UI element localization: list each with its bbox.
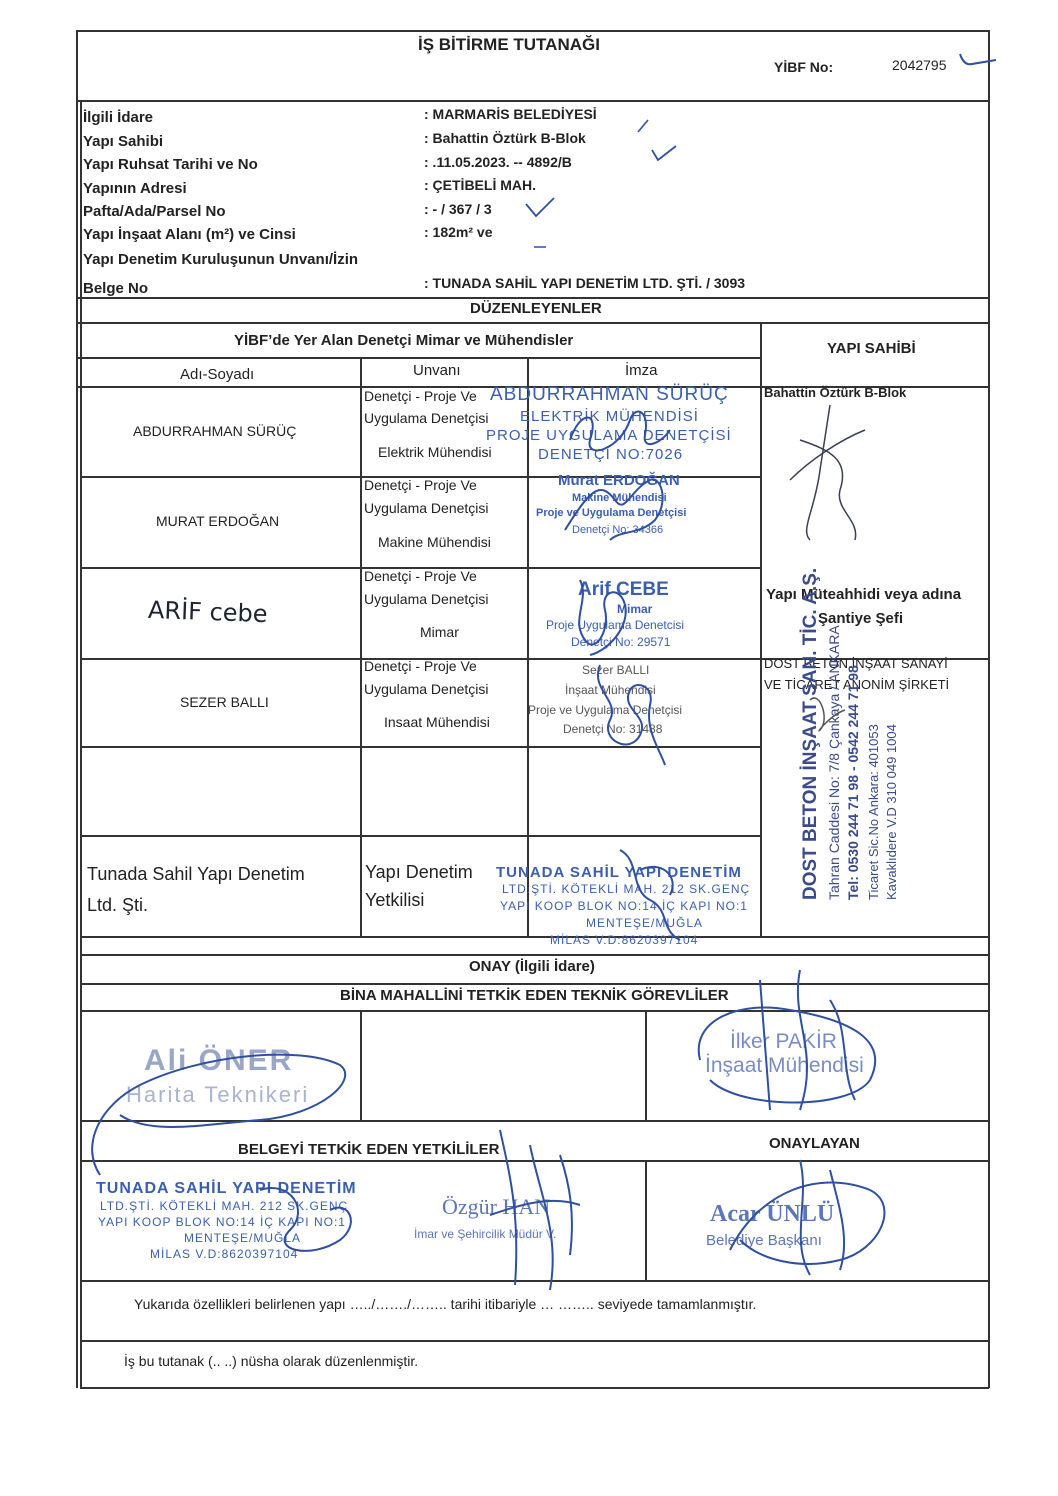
contractor-header: Yapı Müteahhidi veya adına [766, 586, 962, 603]
section-title-onay: ONAY (İlgili İdare) [469, 958, 595, 975]
inspector-title: Insaat Mühendisi [384, 714, 490, 730]
stamp-line: MENTEŞE/MUĞLA [184, 1231, 302, 1245]
stamp-line: İlker PAKİR [730, 1030, 837, 1053]
stamp-line: MENTEŞE/MUĞLA [586, 916, 704, 930]
inspector-title: Denetçi - Proje Ve [364, 658, 477, 674]
check-mark-icon [636, 118, 652, 134]
info-value: : ÇETİBELİ MAH. [424, 177, 536, 193]
info-label: İlgili İdare [83, 109, 154, 126]
dash-mark-icon [532, 244, 548, 250]
info-label: Yapı Sahibi [83, 133, 164, 150]
stamp-line: DENETÇİ NO:7026 [538, 446, 684, 463]
stamp-line: YAPI KOOP BLOK NO:14 İÇ KAPI NO:1 [500, 899, 748, 913]
stamp-line: TUNADA SAHİL YAPI DENETİM [96, 1180, 357, 1197]
stamp-line: Sezer BALLI [582, 663, 650, 677]
stamp-line: Mimar [617, 602, 653, 616]
stamp-line: PROJE UYGULAMA DENETÇİSİ [486, 427, 732, 444]
owner-name: Bahattin Öztürk B-Blok [764, 385, 907, 400]
section-title-duzenleyenler: DÜZENLEYENLER [470, 300, 602, 317]
stamp-line: ABDURRAHMAN SÜRÜÇ [490, 384, 729, 405]
info-value: : - / 367 / 3 [424, 201, 492, 217]
inspector-name: ABDURRAHMAN SÜRÜÇ [133, 423, 297, 439]
completion-statement: Yukarıda özellikleri belirlenen yapı …../……./…….. tarihi itibariyle … …….. seviyede tamamlanmıştır. [134, 1296, 757, 1312]
stamp-line: Denetçi No: 31488 [563, 722, 663, 736]
inspector-title: Denetçi - Proje Ve [364, 568, 477, 584]
section-title-onaylayan: ONAYLAYAN [769, 1135, 860, 1152]
stamp-line: MİLAS V.D:8620397104 [150, 1247, 299, 1261]
stamp-line: İmar ve Şehircilik Müdür V. [414, 1227, 557, 1241]
stamp-line: İnşaat Mühendisi [705, 1054, 864, 1077]
info-label: Yapı İnşaat Alanı (m²) ve Cinsi [83, 226, 296, 243]
contractor-header: Şantiye Şefi [818, 610, 904, 627]
check-mark-icon [650, 144, 678, 164]
stamp-line: Kavaklıdere V.D 310 049 1004 [884, 724, 899, 900]
stamp-line: İnşaat Mühendisi [565, 683, 656, 697]
stamp-line: Murat ERDOĞAN [558, 472, 680, 489]
yapi-sahibi-header: YAPI SAHİBİ [827, 340, 916, 357]
signature-yapi-sahibi [780, 400, 870, 550]
signature-sezer [580, 660, 670, 770]
signature-contractor [800, 680, 860, 740]
stamp-line: Acar ÜNLÜ [710, 1201, 835, 1227]
info-label: Pafta/Ada/Parsel No [83, 203, 226, 220]
stamp-line: ELEKTRİK MÜHENDİSİ [520, 408, 699, 425]
document-title: İŞ BİTİRME TUTANAĞI [418, 35, 600, 54]
stamp-line: Proje ve Uygulama Denetçisi [528, 703, 683, 717]
inspector-title: Uygulama Denetçisi [364, 410, 489, 426]
signature-company-1 [600, 840, 700, 950]
stamp-line: Belediye Başkanı [706, 1232, 822, 1249]
info-value: : Bahattin Öztürk B-Blok [424, 130, 586, 146]
stamp-line: Tel: 0530 244 71 98 - 0542 244 71 98 [845, 665, 861, 900]
inspector-title: Uygulama Denetçisi [364, 591, 489, 607]
inspector-title: Denetçi - Proje Ve [364, 477, 477, 493]
section-subtitle-denetci: YİBF’de Yer Alan Denetçi Mimar ve Mühendisler [234, 332, 574, 349]
stamp-line: DOST BETON İNŞAAT SAN. TİC. A.Ş. [800, 567, 821, 900]
info-label: Yapı Denetim Kuruluşunun Unvanı/İzin [83, 251, 359, 268]
stamp-line: LTD.ŞTİ. KÖTEKLİ MAH. 212 SK.GENÇ [502, 882, 751, 896]
inspector-title: Denetçi - Proje Ve [364, 388, 477, 404]
signature-abdurrahman [560, 400, 680, 470]
stamp-line: Proje Uygulama Denetcisi [546, 618, 685, 632]
stamp-line: MİLAS V.D:8620397104 [550, 933, 699, 947]
inspector-name-handwritten: ARİF cebe [147, 595, 269, 629]
inspector-title: Makine Mühendisi [378, 534, 491, 550]
stamp-line: Tahran Caddesi No: 7/8 Çankaya / ANKARA [826, 625, 842, 900]
signature-murat [560, 470, 680, 550]
inspector-title: Elektrik Mühendisi [378, 444, 492, 460]
signature-arif [560, 570, 640, 660]
stamp-line: YAPI KOOP BLOK NO:14 İÇ KAPI NO:1 [98, 1215, 346, 1229]
section-title-belge: BELGEYİ TETKİK EDEN YETKİLİLER [238, 1141, 500, 1158]
signature-ilker-pakir [680, 960, 900, 1120]
company-title: Yapı Denetim [365, 862, 473, 882]
stamp-line: Denetçi No: 29571 [571, 635, 671, 649]
stamp-line: Denetçi No: 34366 [572, 524, 664, 536]
signature-ozgur-han [470, 1125, 590, 1295]
contractor-name: VE TİCARET ANONİM ŞİRKETİ [764, 677, 950, 692]
stamp-line: Harita Teknikeri [126, 1082, 310, 1107]
inspector-name: MURAT ERDOĞAN [156, 513, 280, 529]
info-value: : .11.05.2023. -- 4892/B [424, 154, 572, 170]
col-header-title: Unvanı [413, 362, 461, 379]
company-title: Yetkilisi [365, 890, 425, 910]
yibf-label: YİBF No: [774, 59, 834, 75]
signature-company-2 [250, 1170, 370, 1270]
company-name: Tunada Sahil Yapı Denetim [87, 864, 305, 884]
check-mark-icon [524, 196, 556, 220]
stamp-line: LTD.ŞTİ. KÖTEKLİ MAH. 212 SK.GENÇ [100, 1199, 349, 1213]
stamp-line: Özgür HAN [442, 1194, 551, 1219]
info-label: Yapı Ruhsat Tarihi ve No [83, 156, 258, 173]
stamp-line: Ticaret Sic.No Ankara: 401053 [866, 724, 881, 900]
col-header-sign: İmza [625, 362, 658, 379]
stamp-line: TUNADA SAHİL YAPI DENETİM [496, 864, 742, 881]
check-mark-icon [958, 50, 998, 70]
info-label: Yapının Adresi [83, 180, 187, 197]
col-header-name: Adı-Soyadı [180, 366, 255, 383]
section-title-bina: BİNA MAHALLİNİ TETKİK EDEN TEKNİK GÖREVLİLER [340, 987, 729, 1004]
stamp-line: Arif CEBE [578, 579, 669, 600]
contractor-name: DOST BETON İNŞAAT SANAYİ [764, 656, 948, 671]
info-value: : MARMARİS BELEDİYESİ [424, 106, 597, 122]
info-label: Belge No [83, 280, 149, 297]
signature-acar-unlu [700, 1150, 900, 1280]
yibf-value: 2042795 [892, 57, 947, 73]
stamp-line: Makine Mühendisi [572, 492, 667, 504]
stamp-line: Ali ÖNER [144, 1044, 294, 1077]
inspector-name: SEZER BALLI [180, 694, 269, 710]
inspector-title: Mimar [420, 624, 459, 640]
info-value: : 182m² ve [424, 224, 493, 240]
stamp-line: Proje ve Uygulama Denetçisi [536, 507, 687, 519]
copies-statement: İş bu tutanak (.. ..) nüsha olarak düzenlenmiştir. [124, 1353, 419, 1369]
inspector-title: Uygulama Denetçisi [364, 681, 489, 697]
info-value: : TUNADA SAHİL YAPI DENETİM LTD. ŞTİ. / 3093 [424, 275, 746, 291]
inspector-title: Uygulama Denetçisi [364, 500, 489, 516]
company-name: Ltd. Şti. [87, 895, 149, 915]
signature-ali-oner [60, 1025, 360, 1185]
